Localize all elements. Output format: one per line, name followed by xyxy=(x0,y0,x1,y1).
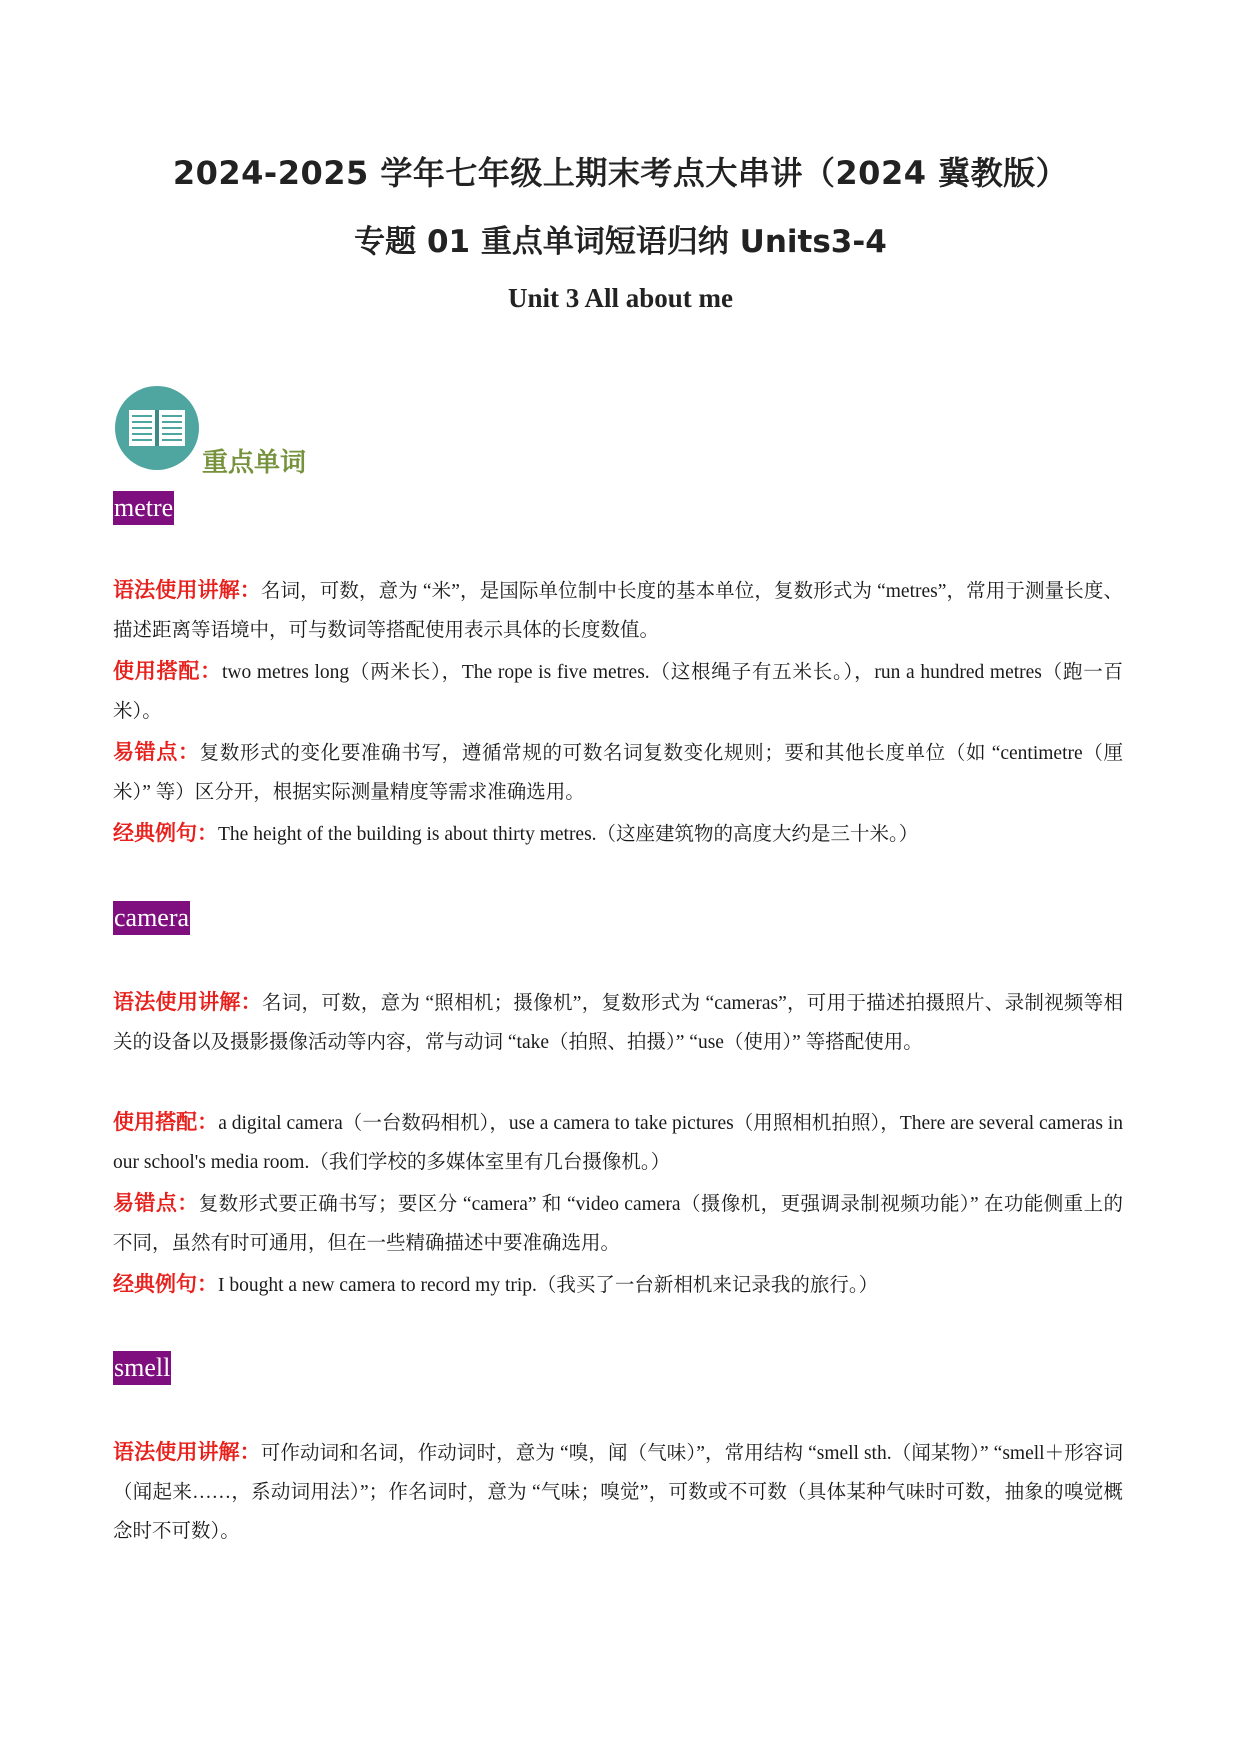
document-title: 2024-2025 学年七年级上期末考点大串讲（2024 冀教版） xyxy=(172,154,1069,192)
grammar-paragraph xyxy=(113,983,1123,1062)
grammar-label: 语法使用讲解： xyxy=(113,1440,261,1464)
word-tag-metre: metre xyxy=(113,491,174,525)
section-title: 重点单词 xyxy=(202,448,307,478)
mistakes-label: 易错点： xyxy=(113,1191,199,1215)
book-icon xyxy=(115,386,199,470)
unit-title: Unit 3 All about me xyxy=(507,283,734,313)
example-text: I bought a new camera to record my trip.（我买了一台新相机来记录我的旅行。） xyxy=(218,1275,879,1296)
word-tag-smell: smell xyxy=(113,1351,171,1385)
example-label: 经典例句： xyxy=(113,1272,218,1296)
grammar-paragraph xyxy=(113,1433,1123,1551)
grammar-paragraph xyxy=(113,571,1123,650)
usage-text: two metres long（两米长），The rope is five metres.（这根绳子有五米长。），run a hundred metres（跑一百米）。 xyxy=(113,662,1124,722)
usage-label: 使用搭配： xyxy=(113,659,222,683)
mistakes-label: 易错点： xyxy=(113,740,200,764)
mistakes-text: 复数形式要正确书写；要区分 “camera” 和 “video camera（摄像机，更强调录制视频功能）” 在功能侧重上的不同，虽然有时可通用，但在一些精确描述中要准确选用。 xyxy=(113,1194,1124,1254)
grammar-text: 名词，可数，意为 “照相机；摄像机”，复数形式为 “cameras”，可用于描述拍摄照片、录制视频等相关的设备以及摄影摄像活动等内容，常与动词 “take（拍照、拍摄）” “use（使用）” 等搭配使用。 xyxy=(113,993,1123,1053)
mistakes-paragraph xyxy=(113,1184,1123,1263)
example-paragraph xyxy=(113,1265,1123,1305)
grammar-text: 名词，可数，意为 “米”，是国际单位制中长度的基本单位，复数形式为 “metres”，常用于测量长度、描述距离等语境中，可与数词等搭配使用表示具体的长度数值。 xyxy=(113,581,1123,641)
mistakes-text: 复数形式的变化要准确书写，遵循常规的可数名词复数变化规则；要和其他长度单位（如 “centimetre（厘米）” 等）区分开，根据实际测量精度等需求准确选用。 xyxy=(113,743,1123,803)
usage-paragraph xyxy=(113,652,1123,731)
word-tag-camera: camera xyxy=(113,901,190,935)
example-label: 经典例句： xyxy=(113,821,218,845)
grammar-label: 语法使用讲解： xyxy=(113,990,262,1014)
grammar-text: 可作动词和名词，作动词时，意为 “嗅，闻（气味）”，常用结构 “smell sth.（闻某物）” “smell＋形容词（闻起来……，系动词用法）”；作名词时，意为 “气味；嗅觉”，可数或不可数（具体某种气味时可数，抽象的嗅觉概念时不可数）。 xyxy=(113,1443,1124,1542)
document-subtitle: 专题 01 重点单词短语归纳 Units3-4 xyxy=(354,224,887,260)
usage-label: 使用搭配： xyxy=(113,1110,219,1134)
example-paragraph xyxy=(113,814,1123,854)
example-text: The height of the building is about thirty metres.（这座建筑物的高度大约是三十米。） xyxy=(218,824,919,845)
mistakes-paragraph xyxy=(113,733,1123,812)
grammar-label: 语法使用讲解： xyxy=(113,578,261,602)
usage-paragraph xyxy=(113,1103,1123,1182)
usage-text: a digital camera（一台数码相机），use a camera to take pictures（用照相机拍照），There are several cameras in our school's media room.（我们学校的多媒体室里有几台摄像机。） xyxy=(113,1113,1124,1173)
